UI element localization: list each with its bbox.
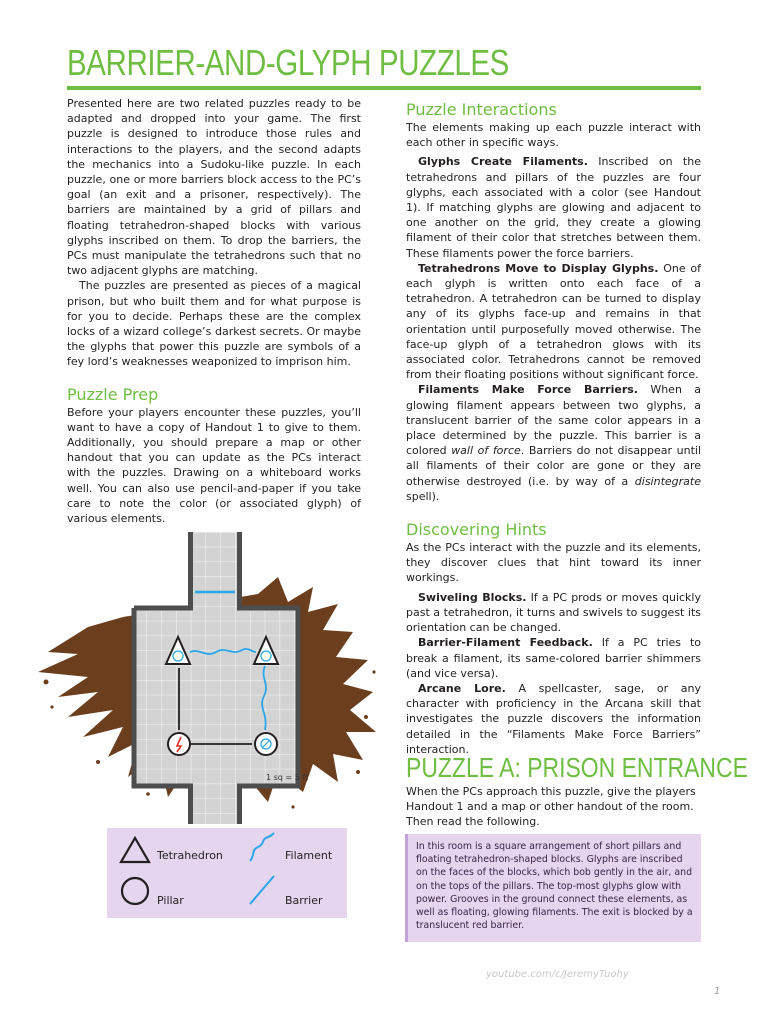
- puzzle-map: [28, 532, 380, 824]
- interactions-intro: The elements making up each puzzle interact with each other in specific ways.: [406, 121, 701, 150]
- pillar-right: [255, 733, 277, 755]
- page-title: BARRIER-AND-GLYPH PUZZLES: [67, 42, 509, 83]
- arcane-title: Arcane Lore.: [418, 681, 506, 695]
- interactions-heading: Puzzle Interactions: [406, 100, 557, 119]
- title-rule: [67, 86, 701, 90]
- north-corridor: [188, 532, 242, 610]
- filament-icon: [247, 832, 277, 864]
- south-corridor: [188, 784, 242, 824]
- page-number: 1: [714, 986, 721, 997]
- barrier-icon: [247, 874, 277, 906]
- puzzle-a-paragraph: When the PCs approach this puzzle, give the players Handout 1 and a map or other handout of the room. Then read the following.: [406, 785, 696, 829]
- swivel-text: If a PC prods or moves quickly past a tetrahedron, it turns and swivels to suggest its orientation can be changed.: [406, 590, 701, 635]
- prep-paragraph: Before your players encounter these puzzles, you’ll want to have a copy of Handout 1 to give to them. Additionally, you should prepare a map or other handout that you can update as the PCs interact with the puzzles. Drawing on a whiteboard works well. You can also use pencil-and-paper if you take care to note the color (or associated glyph) of various elements.: [67, 405, 361, 526]
- tetrahedron-icon: [119, 836, 151, 864]
- feedback-title: Barrier-Filament Feedback.: [418, 636, 593, 650]
- legend-barrier: Barrier: [285, 894, 323, 907]
- puzzle-a-heading: PUZZLE A: PRISON ENTRANCE: [406, 752, 748, 783]
- disintegrate-term: disintegrate: [634, 474, 701, 488]
- legend-pillar: Pillar: [157, 894, 184, 907]
- prep-heading: Puzzle Prep: [67, 384, 159, 404]
- hints-intro: As the PCs interact with the puzzle and its elements, they discover clues that hint toward its inner workings.: [406, 541, 701, 585]
- legend-filament: Filament: [285, 849, 333, 862]
- legend-tetrahedron: Tetrahedron: [157, 849, 223, 862]
- filament-text-1: When a glowing filament appears between two glyphs, a translucent barrier of the same color appears in a place determined by the puzzle. This barrier is a colored: [406, 383, 701, 458]
- tetra-text: One of each glyph is written onto each face of a tetrahedron. A tetrahedron can be turned to display any of its glyphs face-up and remains in that orientation until purposefully moved otherwise. The face-up glyph of a tetrahedron glows with its associated color. Tetrahedrons cannot be removed from their floating positions without significant force.: [406, 261, 701, 382]
- glyphs-title: Glyphs Create Filaments.: [418, 155, 588, 169]
- tetra-paragraph: [406, 261, 701, 383]
- glyphs-paragraph: [406, 154, 701, 260]
- arcane-text: A spellcaster, sage, or any character with proficiency in the Arcana skill that investigates the puzzle discovers the information detailed in the “Filaments Make Force Barriers” interaction.: [406, 681, 701, 756]
- feedback-paragraph: [406, 635, 701, 681]
- swivel-title: Swiveling Blocks.: [418, 590, 527, 604]
- pillar-icon: [120, 876, 150, 906]
- left-column: [67, 96, 361, 526]
- arcane-paragraph: [406, 681, 701, 757]
- tetra-title: Tetrahedrons Move to Display Glyphs.: [418, 261, 659, 275]
- filament-text-3: spell).: [406, 489, 440, 503]
- filament-title: Filaments Make Force Barriers.: [418, 383, 638, 397]
- intro-paragraph-2: The puzzles are presented as pieces of a magical prison, but who built them and for what purpose is for you to decide. Perhaps these are the complex locks of a wizard college’s darkest secrets. Or maybe the glyphs that power this puzzle are symbols of a fey lord’s weaknesses weaponized to imprison him.: [67, 279, 361, 369]
- read-aloud-box: In this room is a square arrangement of short pillars and floating tetrahedron-shaped blocks. Glyphs are inscribed on the faces of the blocks, which bob gently in the air, and on the tops of the pillars. The top-most glyphs glow with power. Grooves in the ground connect these elements, as well as floating, glowing filaments. The exit is blocked by a translucent red barrier.: [405, 834, 701, 942]
- filament-paragraph: [406, 382, 701, 504]
- map-legend: [107, 828, 347, 918]
- filament-text-2: . Barriers do not disappear until all filaments of their color are gone or they are otherwise destroyed (i.e. by way of a: [406, 444, 702, 488]
- feedback-text: If a PC tries to break a filament, its same-colored barrier shimmers (and vice versa).: [406, 636, 701, 680]
- hints-heading: Discovering Hints: [406, 520, 547, 540]
- footer-url[interactable]: youtube.com/c/JeremyTuohy: [486, 969, 629, 980]
- puzzle-a-intro: [406, 784, 701, 830]
- map-scale: 1 sq = 5 ft: [266, 773, 309, 782]
- swivel-paragraph: [406, 590, 701, 636]
- right-column: [406, 100, 701, 757]
- room: [134, 608, 298, 786]
- pillar-left: [168, 733, 190, 755]
- glyphs-text: Inscribed on the tetrahedrons and pillars of the puzzles are four glyphs, each associated with a color (see Handout 1). If matching glyphs are glowing and adjacent to one another on the grid, they create a glowing filament of their color that stretches between them. These filaments power the force barriers.: [406, 155, 701, 260]
- intro-paragraph-1: Presented here are two related puzzles ready to be adapted and dropped into your game. The first puzzle is designed to introduce those rules and interactions to the players, and the second adapts the mechanics into a Sudoku-like puzzle. In each puzzle, one or more barriers block access to the PC’s goal (an exit and a prisoner, respectively). The barriers are maintained by a grid of pillars and floating tetrahedron-shaped blocks with various glyphs inscribed on them. To drop the barriers, the PCs must manipulate the tetrahedrons such that no two adjacent glyphs are matching.: [67, 97, 361, 278]
- wall-of-force-term: wall of force: [451, 444, 521, 458]
